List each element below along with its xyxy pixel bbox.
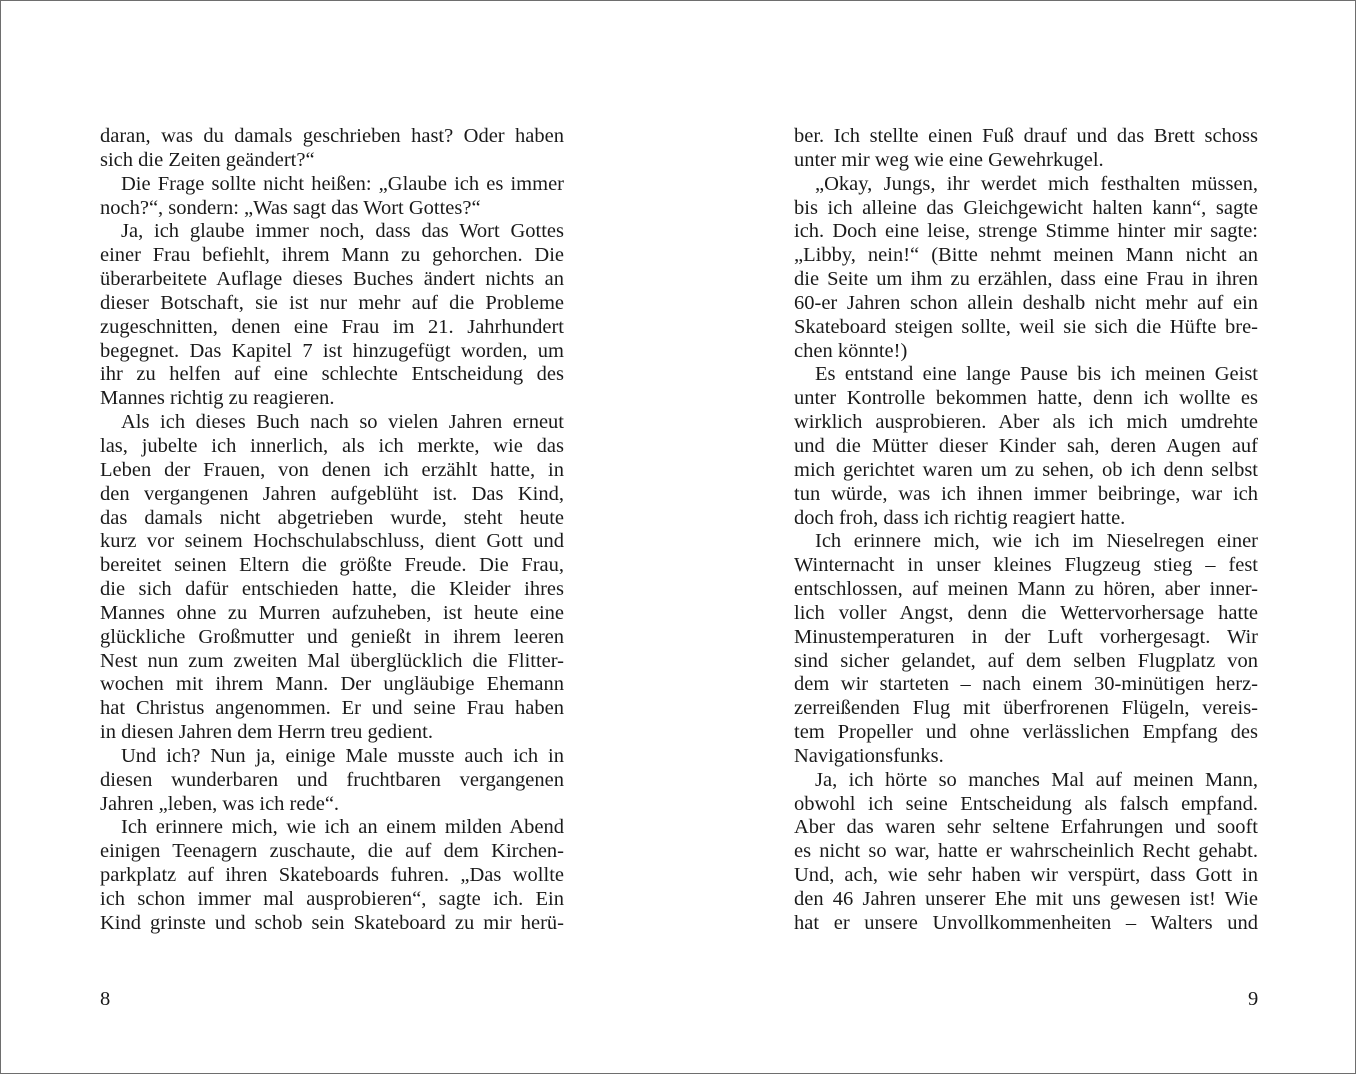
right-page-text: [794, 125, 1258, 936]
text-line: Als ich dieses Buch nach so vielen Jahren erneut: [121, 411, 564, 434]
text-line: Kind grinste und schob sein Skateboard zu mir herü-: [100, 911, 564, 934]
text-line: Mannes richtig zu reagieren.: [100, 387, 335, 410]
text-line: zerreißenden Flug mit überfrorenen Flügeln, vereis-: [794, 697, 1258, 720]
text-line: ich schon immer mal ausprobieren“, sagte ich. Ein: [100, 888, 564, 910]
text-line: diesen wunderbaren und fruchtbaren vergangenen: [100, 768, 564, 791]
text-line: ich. Doch eine leise, strenge Stimme hinter mir sagte:: [794, 220, 1258, 243]
text-line: Aber das waren sehr seltene Erfahrungen und sooft: [794, 816, 1258, 839]
text-line: Und, ach, wie sehr haben wir verspürt, dass Gott in: [794, 864, 1258, 887]
right-page-number: 9: [1248, 988, 1259, 1010]
text-line: unter Kontrolle bekommen hatte, denn ich wollte es: [794, 387, 1258, 410]
left-page-text: [100, 125, 564, 936]
text-line: das damals nicht abgetrieben wurde, steht heute: [100, 506, 564, 529]
text-line: daran, was du damals geschrieben hast? Oder haben: [100, 125, 564, 147]
text-line: doch froh, dass ich richtig reagiert hatte.: [794, 506, 1126, 529]
text-line: hat er unsere Unvollkommenheiten – Walters und: [794, 911, 1258, 934]
text-line: entschlossen, auf meinen Mann zu hören, aber inner-: [794, 578, 1258, 601]
text-line: 60-er Jahren schon allein deshalb nicht mehr auf ein: [794, 291, 1258, 314]
text-line: ihr zu helfen auf eine schlechte Entscheidung des: [100, 363, 564, 386]
text-line: den 46 Jahren unserer Ehe mit uns gewesen ist! Wie: [794, 888, 1258, 910]
text-line: ber. Ich stellte einen Fuß drauf und das Brett schoss: [794, 125, 1258, 147]
text-line: zugeschnitten, denen eine Frau im 21. Jahrhundert: [100, 315, 564, 338]
text-line: dem wir starteten – nach einem 30-minütigen herz-: [794, 673, 1258, 696]
text-line: Navigationsfunks.: [794, 744, 944, 767]
left-page: [1, 1, 678, 1073]
text-line: lich voller Angst, denn die Wettervorhersage hatte: [794, 601, 1258, 624]
text-line: Ja, ich hörte so manches Mal auf meinen Mann,: [815, 768, 1258, 791]
text-line: glückliche Großmutter und genießt in ihrem leeren: [100, 625, 564, 648]
text-line: Minustemperaturen in der Luft vorhergesagt. Wir: [794, 625, 1258, 648]
text-line: die Seite um ihm zu erzählen, dass eine Frau in ihren: [794, 268, 1258, 291]
text-line: wochen mit ihrem Mann. Der ungläubige Ehemann: [100, 673, 564, 696]
text-line: „Okay, Jungs, ihr werdet mich festhalten müssen,: [815, 172, 1258, 195]
text-line: bis ich alleine das Gleichgewicht halten kann“, sagte: [794, 196, 1258, 219]
text-line: Und ich? Nun ja, einige Male musste auch ich in: [121, 744, 564, 767]
right-page: [678, 1, 1355, 1073]
left-page-number: 8: [100, 988, 111, 1010]
text-line: obwohl ich seine Entscheidung als falsch empfand.: [794, 792, 1258, 815]
text-line: Ich erinnere mich, wie ich an einem milden Abend: [121, 816, 564, 839]
text-line: las, jubelte ich innerlich, als ich merkte, wie das: [100, 434, 564, 457]
text-line: dieser Botschaft, sie ist nur mehr auf die Probleme: [100, 291, 564, 314]
text-line: den vergangenen Jahren aufgeblüht ist. Das Kind,: [100, 482, 564, 505]
text-line: tem Propeller und ohne verlässlichen Empfang des: [794, 721, 1258, 744]
text-line: kurz vor seinem Hochschulabschluss, dient Gott und: [100, 530, 564, 553]
text-line: in diesen Jahren dem Herrn treu gedient.: [100, 721, 434, 744]
text-line: „Libby, nein!“ (Bitte nehmt meinen Mann nicht an: [794, 244, 1258, 267]
text-line: bereitet seinen Eltern die größte Freude. Die Frau,: [100, 554, 564, 577]
text-line: überarbeitete Auflage dieses Buches ändert nichts an: [100, 268, 564, 291]
text-line: Ja, ich glaube immer noch, dass das Wort Gottes: [121, 220, 564, 243]
text-line: Jahren „leben, was ich rede“.: [100, 792, 340, 815]
text-line: sich die Zeiten geändert?“: [100, 148, 315, 171]
text-line: Mannes ohne zu Murren aufzuheben, ist heute eine: [100, 601, 564, 624]
text-line: hat Christus angenommen. Er und seine Frau haben: [100, 697, 564, 720]
text-line: Ich erinnere mich, wie ich im Nieselregen einer: [815, 530, 1258, 553]
text-line: Winternacht in unser kleines Flugzeug stieg – fest: [794, 554, 1258, 577]
text-line: Es entstand eine lange Pause bis ich meinen Geist: [815, 363, 1258, 386]
text-line: mich gerichtet waren um zu sehen, ob ich denn selbst: [794, 458, 1258, 481]
text-line: Leben der Frauen, von denen ich erzählt hatte, in: [100, 458, 564, 481]
text-line: chen könnte!): [794, 339, 908, 362]
text-line: sind sicher gelandet, auf dem selben Flugplatz von: [794, 649, 1258, 672]
text-line: es nicht so war, hatte er wahrscheinlich Recht gehabt.: [794, 840, 1258, 863]
text-line: und die Mütter dieser Kinder sah, deren Augen auf: [794, 434, 1258, 457]
text-line: die sich dafür entschieden hatte, die Kleider ihres: [100, 578, 564, 601]
text-line: wirklich ausprobieren. Aber als ich mich umdrehte: [794, 411, 1258, 434]
text-line: Die Frage sollte nicht heißen: „Glaube ich es immer: [121, 172, 564, 195]
text-line: noch?“, sondern: „Was sagt das Wort Gottes?“: [100, 196, 481, 219]
text-line: einigen Teenagern zuschaute, die auf dem Kirchen-: [100, 840, 564, 863]
text-line: parkplatz auf ihren Skateboards fuhren. „Das wollte: [100, 864, 564, 887]
text-line: unter mir weg wie eine Gewehrkugel.: [794, 148, 1104, 171]
text-line: tun würde, was ich ihnen immer beibringe, war ich: [794, 482, 1258, 505]
text-line: einer Frau befiehlt, ihrem Mann zu gehorchen. Die: [100, 244, 564, 267]
text-line: Skateboard steigen sollte, weil sie sich die Hüfte bre-: [794, 315, 1258, 338]
text-line: begegnet. Das Kapitel 7 ist hinzugefügt worden, um: [100, 339, 564, 362]
text-line: Nest nun zum zweiten Mal überglücklich die Flitter-: [100, 649, 564, 672]
